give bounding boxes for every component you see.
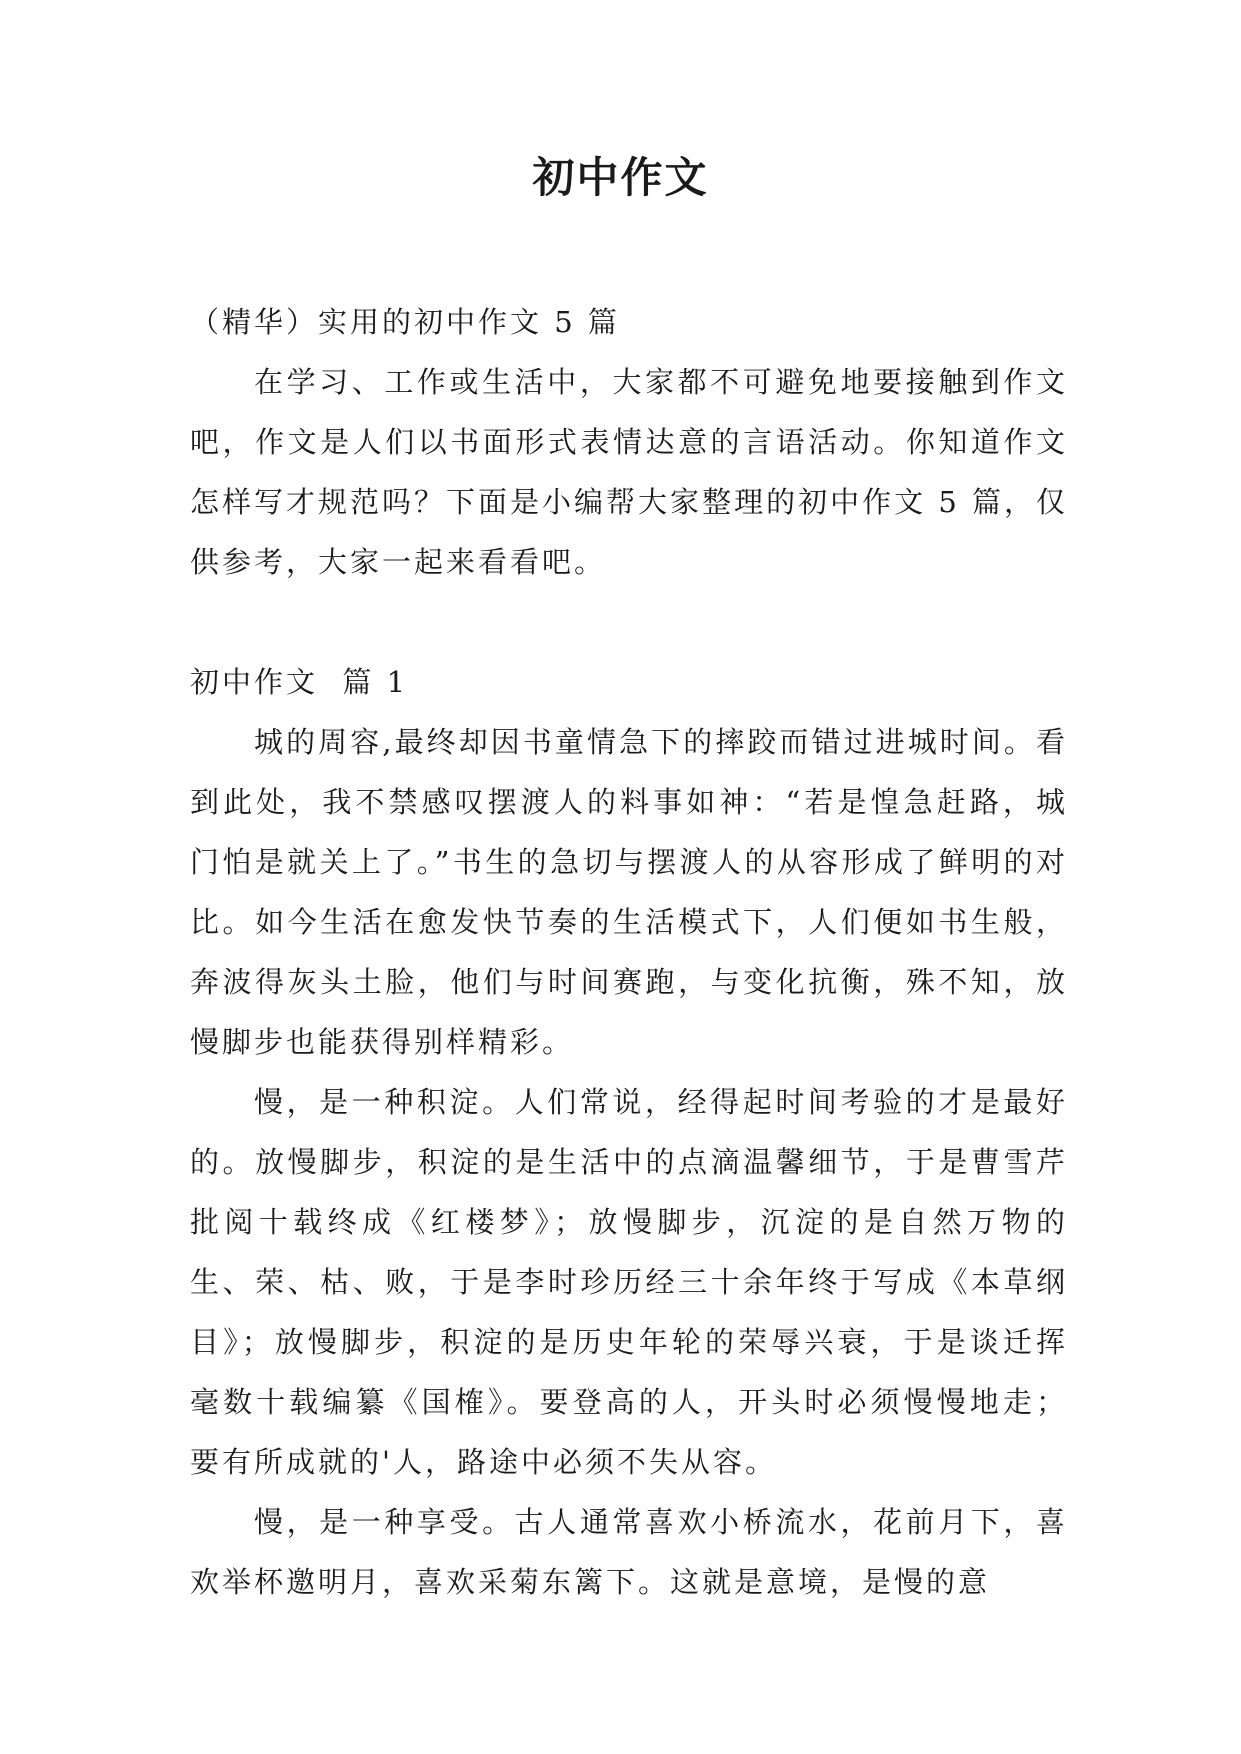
intro-paragraph: 在学习、工作或生活中，大家都不可避免地要接触到作文吧，作文是人们以书面形式表情达意的言语活动。你知道作文怎样写才规范吗？下面是小编帮大家整理的初中作文 5 篇，仅供参考，大家一起来看看吧。 — [190, 365, 1068, 579]
essay-paragraph: 慢，是一种积淀。人们常说，经得起时间考验的才是最好的。放慢脚步，积淀的是生活中的点滴温馨细节，于是曹雪芹批阅十载终成《红楼梦》；放慢脚步，沉淀的是自然万物的生、荣、枯、败，于是李时珍历经三十余年终于写成《本草纲目》；放慢脚步，积淀的是历史年轮的荣辱兴衰，于是谈迁挥毫数十载编纂《国榷》。要登高的人，开头时必须慢慢地走；要有所成就的'人，路途中必须不失从容。 — [190, 1085, 1068, 1479]
document-subtitle: （精华）实用的初中作文 5 篇 — [190, 305, 620, 339]
section-spacer — [190, 592, 1068, 652]
section-heading: 初中作文 篇 1 — [190, 665, 409, 699]
essay-paragraph: 城的周容,最终却因书童情急下的摔跤而错过进城时间。看到此处，我不禁感叹摆渡人的料事如神：“若是惶急赶路，城门怕是就关上了。”书生的急切与摆渡人的从容形成了鲜明的对比。如今生活在愈发快节奏的生活模式下，人们便如书生般，奔波得灰头土脸，他们与时间赛跑，与变化抗衡，殊不知，放慢脚步也能获得别样精彩。 — [190, 725, 1068, 1059]
document-title: 初中作文 — [532, 153, 709, 202]
essay-paragraph: 慢，是一种享受。古人通常喜欢小桥流水，花前月下，喜欢举杯邀明月，喜欢采菊东篱下。这就是意境，是慢的意 — [190, 1505, 1068, 1599]
document-body — [190, 292, 1068, 1612]
